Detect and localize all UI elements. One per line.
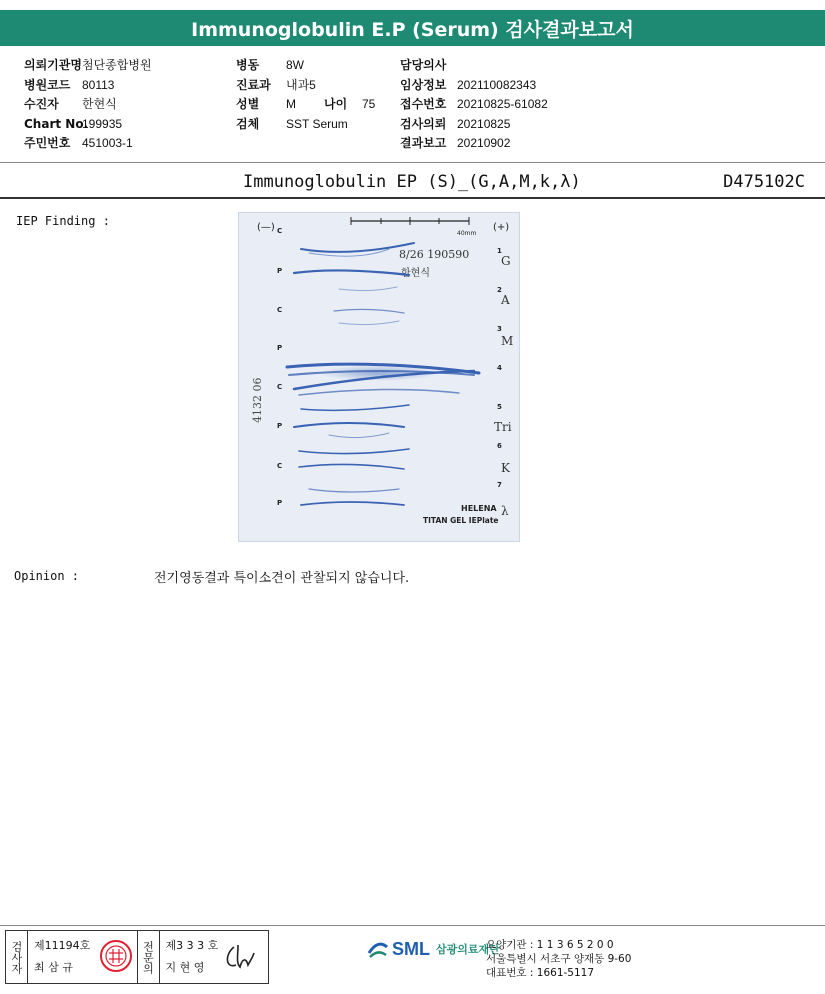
trough-number: 3 xyxy=(497,325,502,333)
field-value: 20210825-61082 xyxy=(457,97,548,111)
field-value: 451003-1 xyxy=(82,136,133,150)
divider xyxy=(0,197,825,199)
field-label: Chart No. xyxy=(24,116,89,131)
field-label: 검사의뢰 xyxy=(400,116,447,131)
test-header xyxy=(0,170,825,196)
trough-number: 4 xyxy=(497,364,502,372)
gel-side-id: 4132 06 xyxy=(251,377,264,423)
logo-text: SML xyxy=(392,938,430,959)
field-value: 내과5 xyxy=(286,77,316,92)
tester-license: 제11194호 xyxy=(34,939,91,952)
patient-info-col2 xyxy=(236,56,375,134)
doctor-cell xyxy=(160,931,269,983)
org-name: 삼광의료재단 xyxy=(436,943,500,956)
org-code: 요양기관 : 1 1 3 6 5 2 0 0 xyxy=(486,939,614,951)
sml-logo-icon xyxy=(366,937,390,961)
field-value: 20210825 xyxy=(457,116,511,131)
gel-date-id: 8/26 190590 xyxy=(399,248,470,261)
field-label: 수진자 xyxy=(24,97,59,111)
field-label: 병동 xyxy=(236,58,260,72)
gel-minus-label: (—) xyxy=(257,222,275,233)
trough-number: 2 xyxy=(497,286,502,294)
antiserum-label: A xyxy=(501,293,510,307)
lane-mark: C xyxy=(277,462,283,470)
report-title: Immunoglobulin E.P (Serum) 검사결과보고서 xyxy=(0,10,825,46)
field-value: 199935 xyxy=(82,116,123,131)
age-label: 나이 xyxy=(324,97,348,111)
trough-number: 1 xyxy=(497,247,502,255)
antiserum-label: λ xyxy=(501,504,509,518)
lane-mark: P xyxy=(277,499,283,507)
field-value: M xyxy=(286,97,296,111)
lane-mark: C xyxy=(277,383,283,391)
trough-number: 6 xyxy=(497,442,502,450)
opinion-text: 전기영동결과 특이소견이 관찰되지 않습니다. xyxy=(154,571,410,586)
lane-mark: P xyxy=(277,267,283,275)
divider xyxy=(0,162,825,163)
antiserum-label: K xyxy=(501,461,510,475)
antiserum-label: M xyxy=(501,334,514,348)
antiserum-label: G xyxy=(501,254,511,268)
tester-vertical-label xyxy=(6,931,28,983)
lane-mark: P xyxy=(277,344,283,352)
doctor-vertical-label xyxy=(138,931,160,983)
opinion-label: Opinion : xyxy=(14,569,80,583)
tester-cell xyxy=(28,931,138,983)
field-value: 202110082343 xyxy=(457,77,537,92)
patient-info-col1 xyxy=(24,56,152,154)
signature-box xyxy=(5,930,269,984)
field-label: 담당의사 xyxy=(400,58,447,72)
field-label: 검체 xyxy=(236,116,260,131)
lane-mark: C xyxy=(277,306,283,314)
org-address: 서울특별시 서초구 양재동 9-60 xyxy=(486,953,632,965)
test-code: D475102C xyxy=(723,172,805,192)
footer-divider xyxy=(0,925,825,926)
field-label: 접수번호 xyxy=(400,97,447,111)
gel-patient-name: 한현식 xyxy=(401,268,430,279)
age-value: 75 xyxy=(362,97,376,111)
seal-stamp-icon xyxy=(99,939,133,973)
org-contact xyxy=(486,938,631,980)
field-label: 임상정보 xyxy=(400,77,447,92)
gel-plus-label: (+) xyxy=(493,222,510,233)
trough-number: 7 xyxy=(497,481,502,489)
org-logo xyxy=(366,937,500,961)
gel-product: TITAN GEL IEPlate xyxy=(423,516,499,525)
field-label: 의뢰기관명 xyxy=(24,58,82,72)
field-value: 첨단종합병원 xyxy=(82,58,152,72)
lane-mark: C xyxy=(277,227,283,235)
signature-scribble-icon xyxy=(222,941,258,973)
field-label: 결과보고 xyxy=(400,136,447,150)
doctor-license: 제3 3 3 호 xyxy=(165,939,219,952)
scale-label: 40mm xyxy=(457,230,477,237)
iep-gel-image xyxy=(238,212,520,542)
antiserum-label: Tri xyxy=(494,420,512,434)
iep-finding-label: IEP Finding : xyxy=(16,214,110,228)
scale-bar xyxy=(351,217,469,225)
vertical-text: 전문의 xyxy=(141,940,155,974)
field-value: 80113 xyxy=(82,77,115,92)
gel-brand: HELENA xyxy=(461,504,497,513)
band-glow xyxy=(319,365,439,381)
field-label: 성별 xyxy=(236,97,260,111)
test-name: Immunoglobulin EP (S)_(G,A,M,k,λ) xyxy=(243,172,581,192)
field-value: 20210902 xyxy=(457,136,511,150)
field-label: 주민번호 xyxy=(24,136,71,150)
lane-mark: P xyxy=(277,422,283,430)
tester-name: 최 삼 규 xyxy=(34,961,73,974)
field-label: 진료과 xyxy=(236,77,271,92)
trough-number: 5 xyxy=(497,403,502,411)
field-value: 한현식 xyxy=(82,97,117,111)
field-label: 병원코드 xyxy=(24,77,71,92)
field-value: SST Serum xyxy=(286,116,348,131)
patient-info-col3 xyxy=(400,56,548,154)
field-value: 8W xyxy=(286,58,304,72)
org-phone: 대표번호 : 1661-5117 xyxy=(486,967,595,979)
vertical-text: 검사자 xyxy=(10,940,23,974)
doctor-name: 지 현 영 xyxy=(165,961,205,974)
